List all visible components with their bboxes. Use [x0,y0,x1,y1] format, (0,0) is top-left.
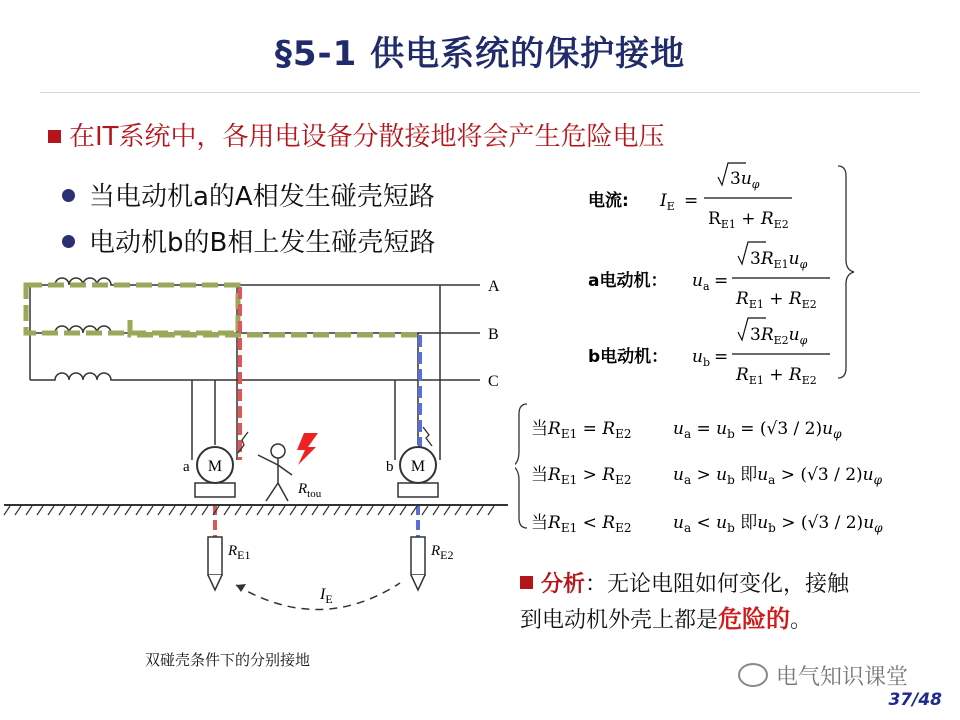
equals-sign: = [714,347,729,367]
formula-block-cases [515,400,950,550]
square-bullet-icon [48,130,61,143]
square-bullet-icon [520,576,533,589]
ie-current-path [236,583,400,610]
ua-symbol: $u_a$ [692,271,710,293]
analysis-head: 分析 [541,572,586,597]
motor-b [386,427,438,497]
re1-label: $R_{E1}$ [228,543,251,562]
motor-b-symbol: M [410,458,426,475]
electrode-re2 [411,537,425,590]
page-number: 37/48 [888,690,942,710]
bullet-item [62,176,435,213]
ub-label: b电动机： [588,347,669,367]
ground-hatch [4,506,494,515]
analysis-note [520,568,849,638]
lightning-icon [297,433,318,465]
wechat-icon [738,663,768,687]
right-brace [838,166,854,378]
ie-label: $I_E$ [320,586,333,606]
diagram-caption: 双碰壳条件下的分别接地 [145,651,311,669]
watermark [738,660,908,691]
subtitle-text: 在IT系统中，各用电设备分散接地将会产生危险电压 [69,122,665,152]
page-title: §5-1 供电系统的保护接地 [274,34,686,74]
title-divider [40,92,920,93]
danger-highlight: 危险的 [718,605,791,633]
denominator: $R_{E1} + R_{E2}$ [708,209,789,231]
bullet-text: 当电动机a的A相发生碰壳短路 [89,182,435,212]
equals-sign: = [684,191,699,211]
ie-symbol: $I_E$ [660,191,675,213]
analysis-text: ：无论电阻如何变化，接触 [585,572,850,597]
case-row: 当$R_{E1} > R_{E2}$ [531,465,632,487]
formula-block-voltages [580,160,860,395]
numerator: $3R_{E1}u_\varphi$ [750,249,808,271]
case-result: $u_a = u_b = (√3 / 2)u_\varphi$ [673,419,842,441]
circuit-diagram [0,265,520,625]
denominator: $R_{E1} + R_{E2}$ [736,289,817,311]
numerator: $3u_\varphi$ [730,169,760,191]
arrow-head-icon [236,584,246,592]
analysis-line-2 [520,602,849,638]
re2-label: $R_{E2}$ [431,543,454,562]
current-label: 电流: [588,191,629,211]
bullet-item [62,222,435,259]
round-bullet-icon [62,235,75,248]
numerator: $3R_{E2}u_\varphi$ [750,325,808,347]
phase-label-c: C [488,373,499,390]
subtitle [48,116,665,153]
analysis-text: 。 [790,608,813,633]
ua-label: a电动机： [588,271,668,291]
bullet-text: 电动机b的B相上发生碰壳短路 [89,228,436,258]
case-result: $u_a > u_b$ 即$u_a > (√3 / 2)u_\varphi$ [673,465,883,487]
person-icon [258,444,292,501]
motor-a-symbol: M [207,458,223,475]
motor-a-label: a [183,459,190,475]
case-result: $u_a < u_b$ 即$u_b > (√3 / 2)u_\varphi$ [673,513,883,535]
denominator: $R_{E1} + R_{E2}$ [736,365,817,387]
phase-label-b: B [488,326,499,343]
round-bullet-icon [62,189,75,202]
analysis-text: 到电动机外壳上都是 [520,608,719,633]
electrode-re1 [208,537,222,590]
case-row: 当$R_{E1} < R_{E2}$ [531,513,632,535]
rtou-label: $R_{tou}$ [298,481,322,500]
watermark-text: 电气知识课堂 [776,665,909,690]
analysis-line-1 [520,568,849,602]
ub-symbol: $u_b$ [692,347,710,369]
motor-b-label: b [386,459,394,475]
left-brace [515,404,527,528]
phase-label-a: A [488,278,500,295]
case-row: 当$R_{E1} = R_{E2}$ [531,419,632,441]
equals-sign: = [714,271,729,291]
